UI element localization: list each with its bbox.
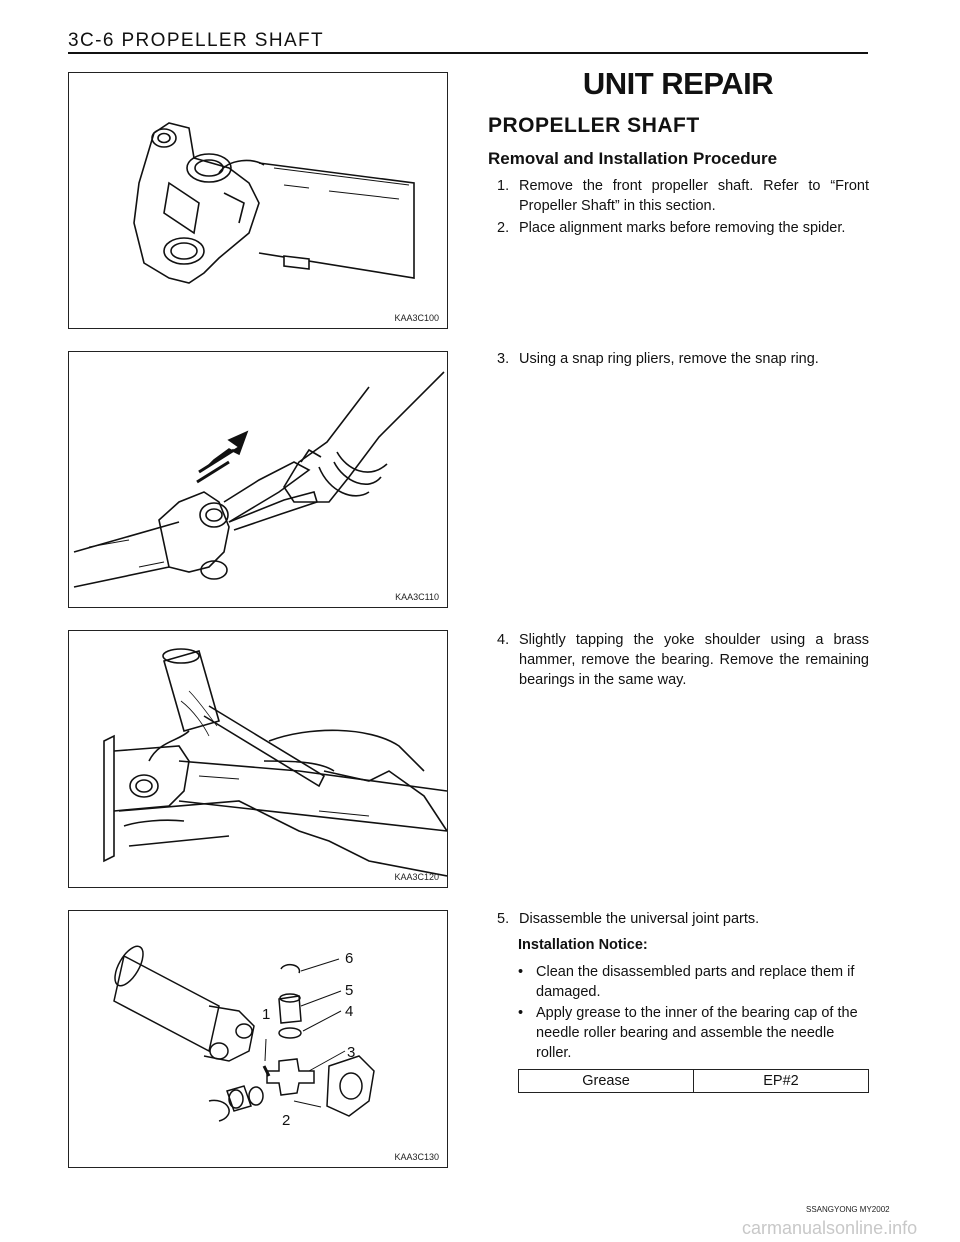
figure-hammer-tapping — [68, 630, 448, 888]
section-title: PROPELLER SHAFT — [488, 114, 700, 137]
bullet-symbol: • — [518, 1005, 524, 1021]
callout-4: 4 — [345, 1003, 354, 1020]
page-header: 3C-6 PROPELLER SHAFT — [68, 30, 325, 51]
step-text: Slightly tapping the yoke shoulder using a brass hammer, remove the bearing. Remove the remaining bearings in the same way. — [519, 632, 869, 688]
grease-spec-table — [518, 1069, 869, 1093]
step-4 — [497, 630, 869, 690]
step-number: 5. — [497, 911, 510, 927]
footer-code: SSANGYONG MY2002 — [806, 1205, 890, 1214]
step-5 — [497, 909, 869, 929]
installation-notice-label: Installation Notice: — [518, 937, 648, 953]
unit-title: UNIT REPAIR — [582, 66, 774, 101]
step-3 — [497, 349, 869, 369]
hammer-illustration — [69, 631, 447, 887]
header-rule — [68, 52, 868, 54]
callout-2: 2 — [282, 1112, 291, 1129]
grease-label-cell: Grease — [582, 1073, 630, 1089]
watermark: carmanualsonline.info — [742, 1218, 918, 1238]
grease-value-cell: EP#2 — [693, 1070, 868, 1092]
exploded-parts-illustration — [69, 911, 447, 1167]
figure-snap-ring-removal — [68, 351, 448, 608]
subsection-title: Removal and Installation Procedure — [488, 149, 778, 168]
step-number: 2. — [497, 220, 510, 236]
figure-code: KAA3C100 — [394, 313, 439, 323]
callout-1: 1 — [262, 1006, 271, 1023]
bullet-symbol: • — [518, 964, 524, 980]
callout-3: 3 — [347, 1044, 356, 1061]
figure-yoke-alignment — [68, 72, 448, 329]
step-text: Using a snap ring pliers, remove the snap ring. — [519, 351, 819, 367]
figure-code: KAA3C110 — [395, 592, 439, 602]
step-text: Disassemble the universal joint parts. — [519, 911, 760, 927]
step-2 — [497, 218, 869, 238]
step-1 — [497, 176, 869, 216]
step-number: 4. — [497, 632, 510, 648]
callout-6: 6 — [345, 950, 354, 967]
snap-ring-pliers-illustration — [69, 352, 447, 607]
figure-universal-joint-exploded — [68, 910, 448, 1168]
yoke-shaft-illustration — [69, 73, 447, 328]
step-number: 1. — [497, 178, 510, 194]
step-text: Place alignment marks before removing the spider. — [519, 220, 846, 236]
notice-bullet-2 — [518, 1003, 869, 1063]
bullet-text: Clean the disassembled parts and replace them if damaged. — [536, 964, 855, 1000]
figure-code: KAA3C120 — [394, 872, 439, 882]
step-text: Remove the front propeller shaft. Refer to “Front Propeller Shaft” in this section. — [519, 178, 869, 214]
step-number: 3. — [497, 351, 510, 367]
bullet-text: Apply grease to the inner of the bearing cap of the needle roller bearing and assemble the needle roller. — [536, 1005, 858, 1061]
notice-bullet-1 — [518, 962, 869, 1002]
figure-code: KAA3C130 — [394, 1152, 439, 1162]
callout-5: 5 — [345, 982, 354, 999]
